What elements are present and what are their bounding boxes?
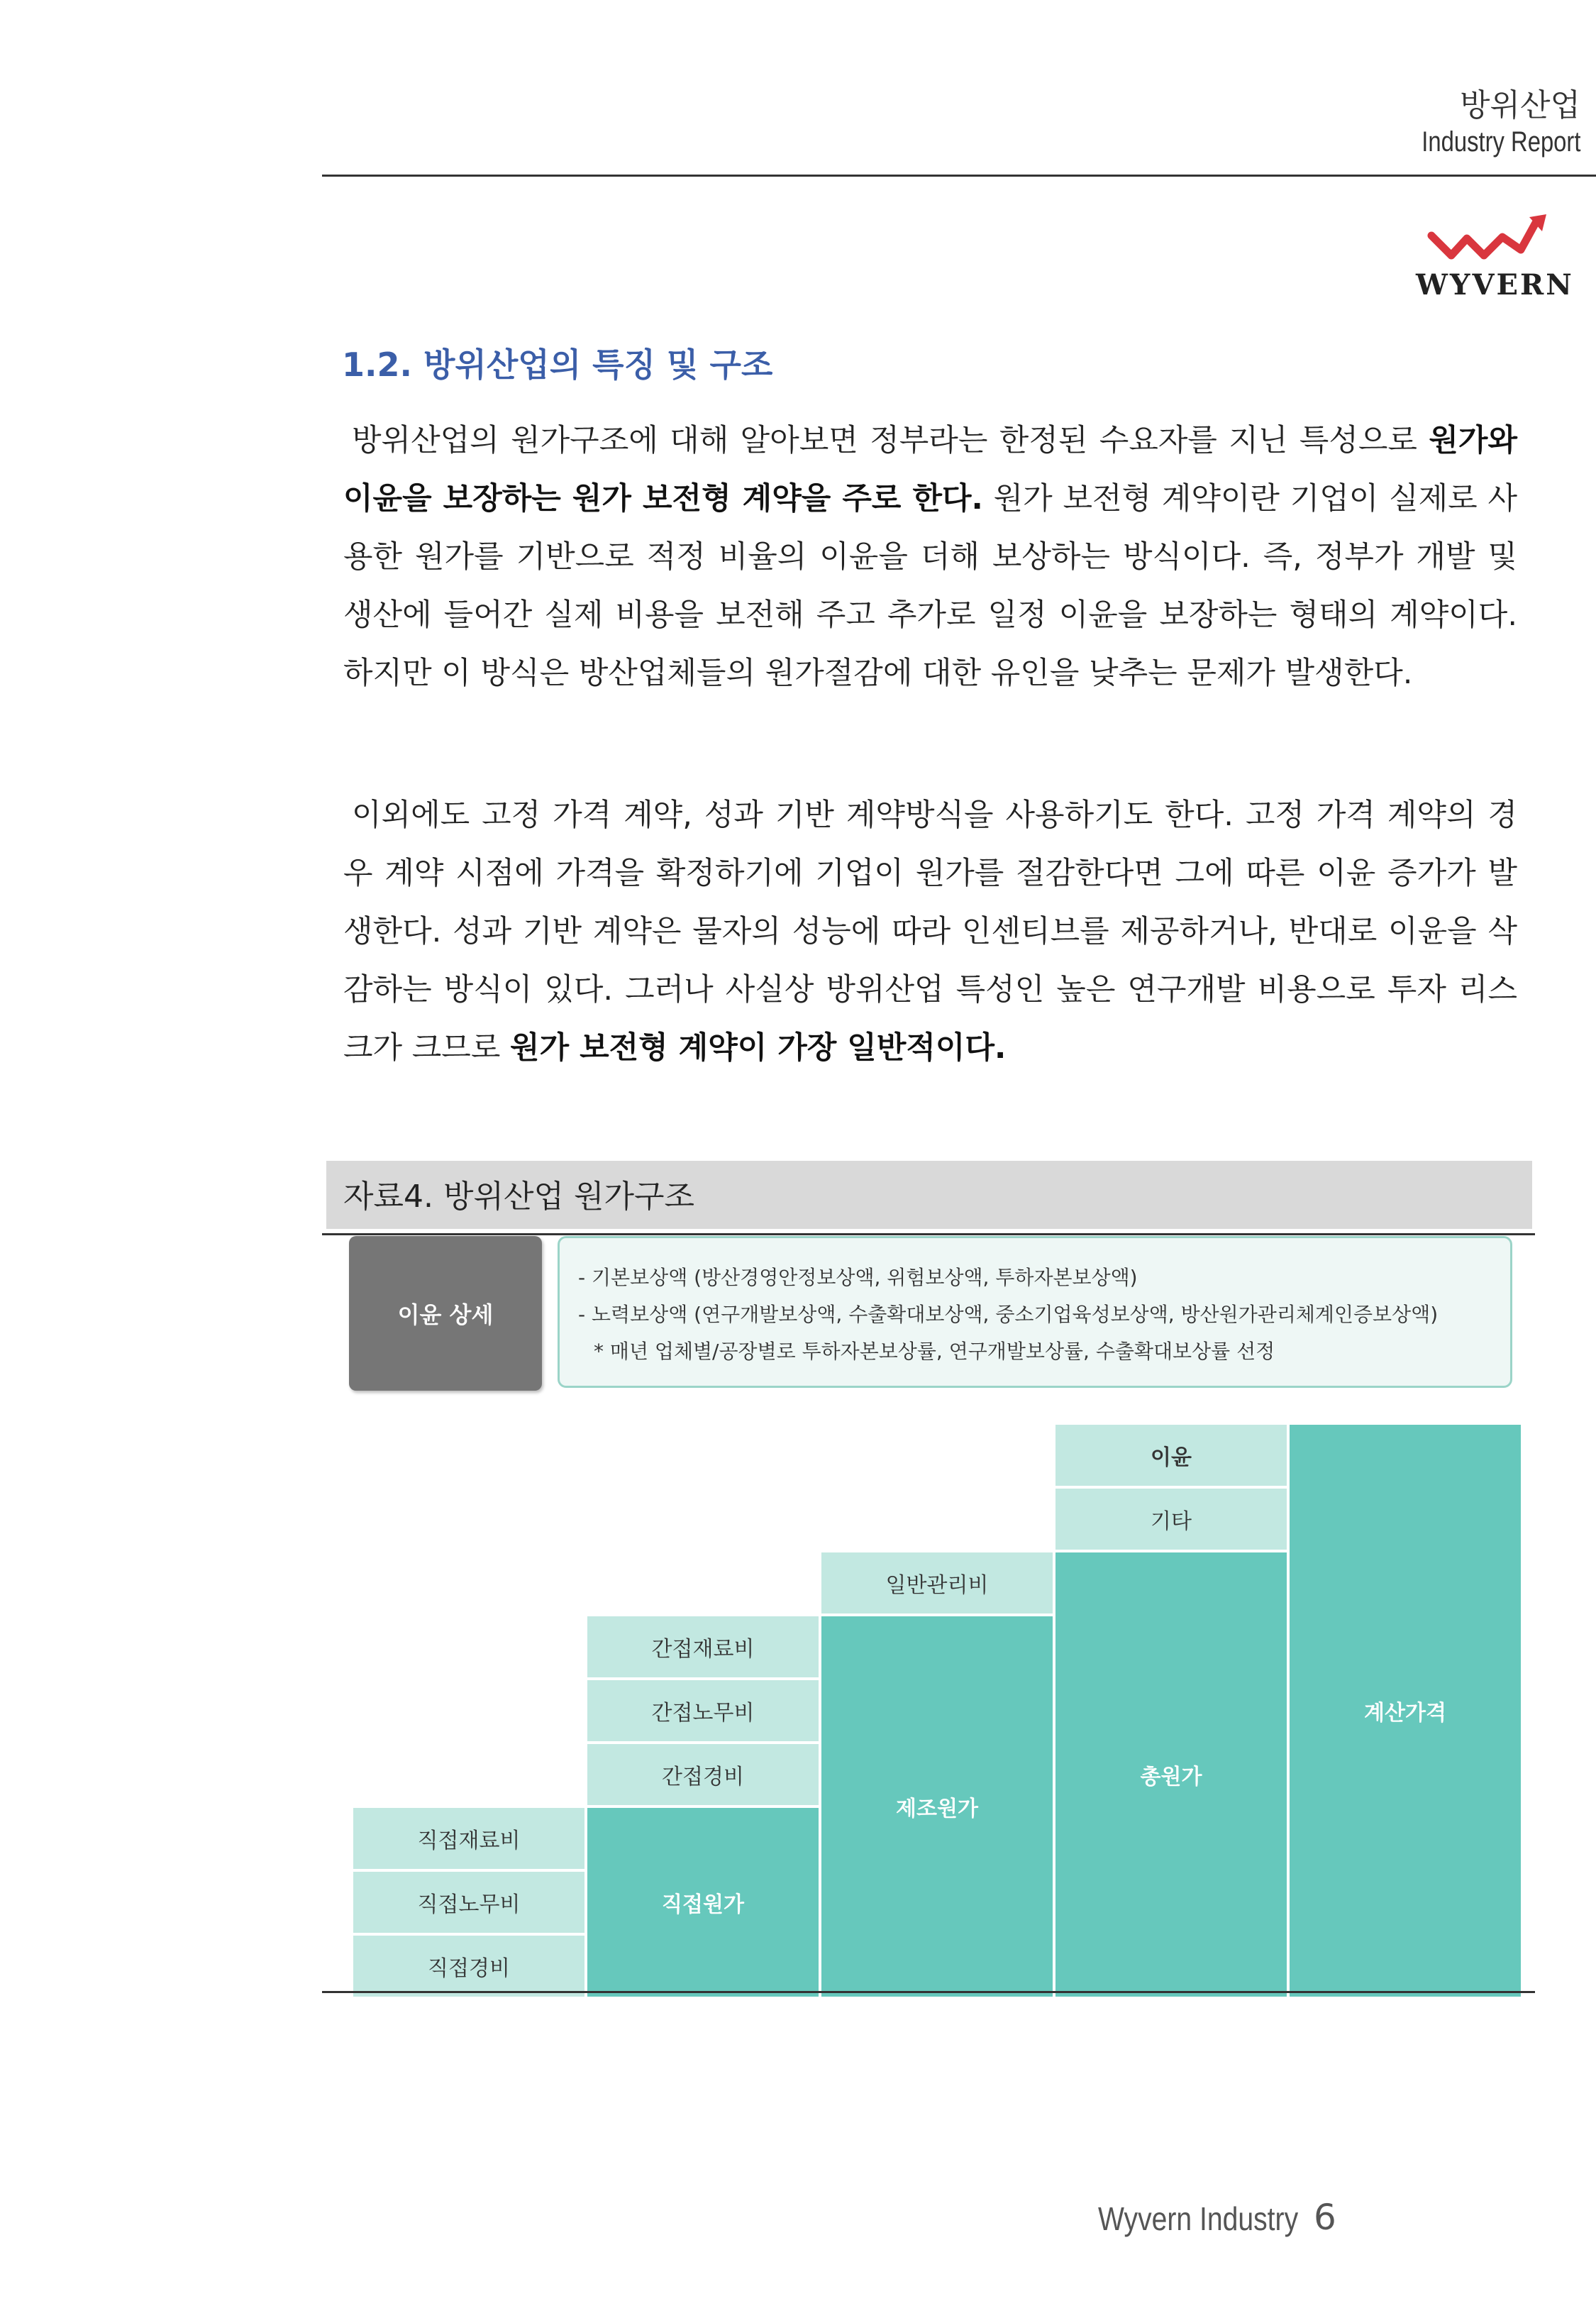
- body-text: 방위산업의 원가구조에 대해 알아보면 정부라는 한정된 수요자를 지닌 특성으로: [352, 423, 1429, 458]
- report-category: 방위산업: [1459, 87, 1580, 123]
- report-type: Industry Report: [1421, 126, 1580, 158]
- block-direct-expense: 직접경비: [352, 1934, 586, 1998]
- block-general-admin: 일반관리비: [820, 1551, 1054, 1615]
- logo-wordmark: WYVERN: [1416, 268, 1574, 302]
- section-heading: 1.2. 방위산업의 특징 및 구조: [342, 346, 773, 384]
- profit-detail-note: * 매년 업체별/공장별로 투하자본보상률, 연구개발보상률, 수출확대보상률 선정: [594, 1340, 1275, 1363]
- block-calculated-price: 계산가격: [1288, 1423, 1522, 1998]
- block-indirect-labor: 간접노무비: [586, 1679, 820, 1743]
- block-direct-material: 직접재료비: [352, 1806, 586, 1870]
- block-total-cost: 총원가: [1054, 1551, 1288, 1998]
- profit-detail-line: - 노력보상액 (연구개발보상액, 수출확대보상액, 중소기업육성보상액, 방산원가관리체계인증보상액): [578, 1303, 1439, 1326]
- body-text: 이외에도 고정 가격 계약, 성과 기반 계약방식을 사용하기도 한다. 고정 가격 계약의 경우 계약 시점에 가격을 확정하기에 기업이 원가를 절감한다면 그에 따른 이윤 증가가 발생한다. 성과 기반 계약은 물자의 성능에 따라 인센티브를 제공하거나, 반대로 이윤을 삭감하는 방식이 있다. 그러나 사실상 방위산업 특성인 높은 연구개발 비용으로 투자 리스크가 크므로: [343, 798, 1517, 1066]
- figure-caption: 자료4. 방위산업 원가구조: [343, 1179, 694, 1215]
- block-other: 기타: [1054, 1487, 1288, 1551]
- block-manufacturing-cost: 제조원가: [820, 1615, 1054, 1998]
- profit-detail-label: 이윤 상세: [349, 1236, 542, 1391]
- page-number: 6: [1314, 2197, 1336, 2238]
- block-indirect-material: 간접재료비: [586, 1615, 820, 1679]
- block-indirect-expense: 간접경비: [586, 1743, 820, 1806]
- profit-detail-line: - 기본보상액 (방산경영안정보상액, 위험보상액, 투하자본보상액): [578, 1266, 1138, 1289]
- body-text: 원가 보전형 계약이란 기업이 실제로 사용한 원가를 기반으로 적정 비율의 이윤을 더해 보상하는 방식이다. 즉, 정부가 개발 및 생산에 들어간 실제 비용을 보전해 주고 추가로 일정 이윤을 보장하는 형태의 계약이다. 하지만 이 방식은 방산업체들의 원가절감에 대한 유인을 낮추는 문제가 발생한다.: [343, 481, 1517, 691]
- emphasis-text: 원가와 이윤을 보장하는 원가 보전형 계약을 주로 한다.: [343, 423, 1517, 517]
- footer-brand: Wyvern Industry: [1098, 2200, 1299, 2237]
- block-direct-labor: 직접노무비: [352, 1870, 586, 1934]
- block-profit: 이윤: [1054, 1423, 1288, 1487]
- block-direct-cost: 직접원가: [586, 1806, 820, 1998]
- emphasis-text: 원가 보전형 계약이 가장 일반적이다.: [510, 1030, 1007, 1066]
- figure-bottom-rule: [322, 1991, 1535, 1993]
